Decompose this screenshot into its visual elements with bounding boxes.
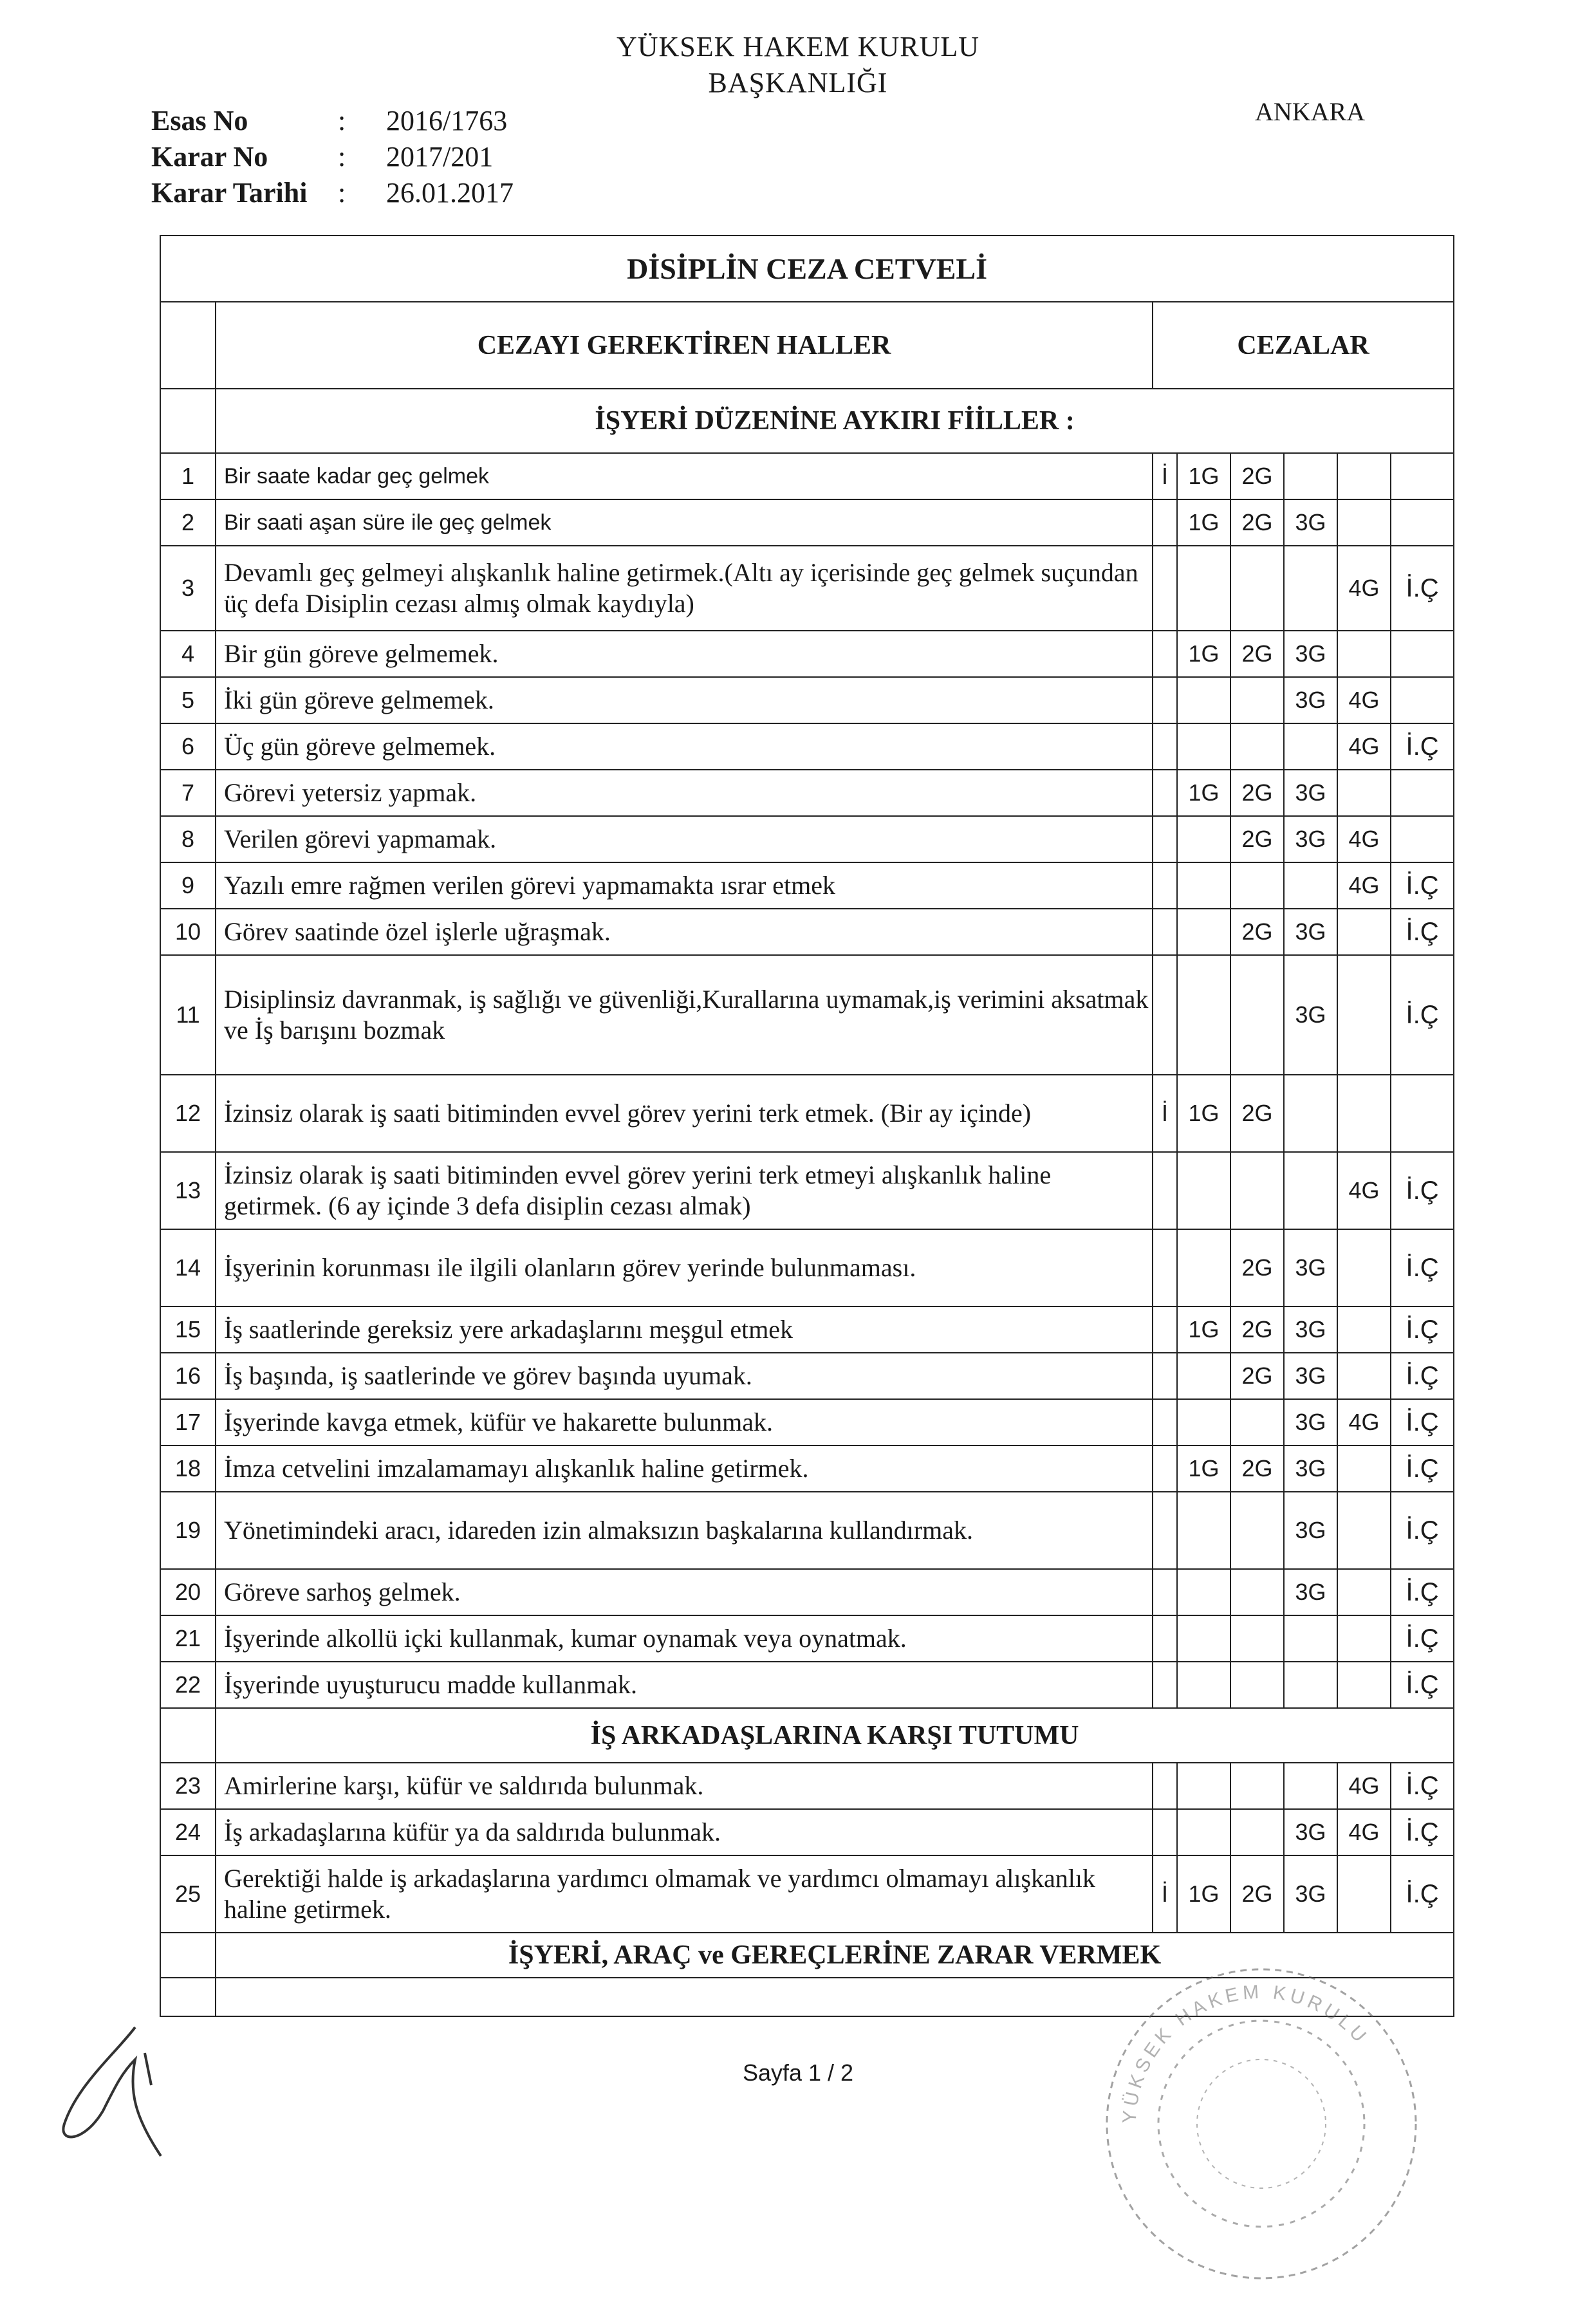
meta-sep: :: [338, 177, 346, 209]
penalty-cell: [1153, 1445, 1177, 1492]
penalty-cell: İ.Ç: [1391, 1569, 1454, 1615]
table-row: [160, 955, 1454, 1075]
table-row: [160, 1075, 1454, 1152]
header-cases: CEZAYI GEREKTİREN HALLER: [216, 302, 1153, 389]
penalty-cell: [1284, 453, 1337, 499]
row-number: 9: [160, 862, 216, 909]
penalty-cell: [1177, 1763, 1230, 1809]
penalty-cell: [1153, 1569, 1177, 1615]
penalty-cell: [1153, 631, 1177, 677]
penalty-cell: İ.Ç: [1391, 723, 1454, 770]
row-number: 6: [160, 723, 216, 770]
penalty-cell: [1177, 1615, 1230, 1662]
meta-sep: :: [338, 105, 346, 136]
table-row: [160, 1569, 1454, 1615]
penalty-cell: 1G: [1177, 1855, 1230, 1933]
row-description: Görevi yetersiz yapmak.: [216, 770, 1153, 816]
meta-label: Karar No: [151, 141, 268, 172]
section-title: İŞYERİ DÜZENİNE AYKIRI FİİLLER :: [216, 389, 1454, 453]
penalty-cell: 2G: [1230, 631, 1284, 677]
penalty-cell: 2G: [1230, 1075, 1284, 1152]
penalty-cell: [1284, 1075, 1337, 1152]
row-number: 5: [160, 677, 216, 723]
penalty-cell: [1391, 677, 1454, 723]
row-description: İş saatlerinde gereksiz yere arkadaşlarını meşgul etmek: [216, 1306, 1153, 1353]
table-row: [160, 677, 1454, 723]
penalty-cell: [1177, 955, 1230, 1075]
penalty-cell: 3G: [1284, 1569, 1337, 1615]
penalty-cell: [1337, 955, 1391, 1075]
blank-cell: [160, 1978, 216, 2016]
penalty-cell: [1284, 723, 1337, 770]
row-description: Yönetimindeki aracı, idareden izin almaksızın başkalarına kullandırmak.: [216, 1492, 1153, 1569]
official-seal: [1081, 1944, 1442, 2304]
penalty-cell: [1230, 1809, 1284, 1855]
row-description: İşyerinde uyuşturucu madde kullanmak.: [216, 1662, 1153, 1708]
penalty-cell: [1177, 1492, 1230, 1569]
penalty-cell: İ.Ç: [1391, 1492, 1454, 1569]
penalty-cell: [1337, 631, 1391, 677]
penalty-cell: 2G: [1230, 1229, 1284, 1306]
row-number: 11: [160, 955, 216, 1075]
penalty-cell: [1177, 1662, 1230, 1708]
penalty-cell: [1153, 909, 1177, 955]
penalty-cell: [1153, 723, 1177, 770]
row-number: 17: [160, 1399, 216, 1445]
table-row: [160, 1353, 1454, 1399]
table-row: [160, 1763, 1454, 1809]
row-description: İşyerinde alkollü içki kullanmak, kumar oynamak veya oynatmak.: [216, 1615, 1153, 1662]
penalty-cell: [1391, 453, 1454, 499]
table-row: [160, 1399, 1454, 1445]
penalty-cell: 4G: [1337, 723, 1391, 770]
penalty-cell: İ: [1153, 1075, 1177, 1152]
penalty-cell: [1177, 723, 1230, 770]
penalty-cell: [1284, 1662, 1337, 1708]
section-title: İŞ ARKADAŞLARINA KARŞI TUTUMU: [216, 1708, 1454, 1763]
penalty-cell: 3G: [1284, 631, 1337, 677]
penalty-cell: [1177, 909, 1230, 955]
penalty-cell: [1153, 1492, 1177, 1569]
penalty-cell: İ.Ç: [1391, 1763, 1454, 1809]
table-row: [160, 1152, 1454, 1229]
meta-label: Karar Tarihi: [151, 177, 308, 209]
meta-row-esas: [151, 103, 514, 139]
row-number: 23: [160, 1763, 216, 1809]
row-number: 13: [160, 1152, 216, 1229]
penalty-cell: İ.Ç: [1391, 862, 1454, 909]
row-description: İzinsiz olarak iş saati bitiminden evvel görev yerini terk etmek. (Bir ay içinde): [216, 1075, 1153, 1152]
penalty-cell: [1177, 1569, 1230, 1615]
row-description: Devamlı geç gelmeyi alışkanlık haline getirmek.(Altı ay içerisinde geç gelmek suçundan üç defa Disiplin cezası almış olmak kaydıyla): [216, 546, 1153, 631]
penalty-cell: [1230, 862, 1284, 909]
row-description: Bir saate kadar geç gelmek: [216, 453, 1153, 499]
table-row: [160, 1229, 1454, 1306]
penalty-cell: 4G: [1337, 816, 1391, 862]
table-title: DİSİPLİN CEZA CETVELİ: [160, 236, 1454, 302]
penalty-cell: İ.Ç: [1391, 1399, 1454, 1445]
penalty-cell: [1230, 1662, 1284, 1708]
penalty-cell: [1230, 723, 1284, 770]
penalty-cell: İ.Ç: [1391, 1615, 1454, 1662]
penalty-cell: İ.Ç: [1391, 1445, 1454, 1492]
penalty-cell: [1391, 770, 1454, 816]
row-number: 19: [160, 1492, 216, 1569]
penalty-cell: [1177, 546, 1230, 631]
penalty-cell: [1153, 1763, 1177, 1809]
case-meta: [151, 103, 514, 211]
row-number: 22: [160, 1662, 216, 1708]
penalty-cell: 2G: [1230, 499, 1284, 546]
penalty-cell: [1284, 1152, 1337, 1229]
table-row: [160, 1306, 1454, 1353]
row-number: 16: [160, 1353, 216, 1399]
penalty-cell: 2G: [1230, 1855, 1284, 1933]
row-number: 2: [160, 499, 216, 546]
penalty-cell: [1153, 1229, 1177, 1306]
table-row: [160, 723, 1454, 770]
penalty-cell: [1153, 1809, 1177, 1855]
row-number: 14: [160, 1229, 216, 1306]
penalty-cell: 3G: [1284, 677, 1337, 723]
penalty-cell: [1284, 546, 1337, 631]
table-row: [160, 770, 1454, 816]
penalty-cell: İ.Ç: [1391, 955, 1454, 1075]
meta-value: 2016/1763: [386, 105, 508, 136]
meta-sep: :: [338, 141, 346, 172]
penalty-cell: [1337, 1855, 1391, 1933]
row-description: Gerektiği halde iş arkadaşlarına yardımcı olmamak ve yardımcı olmamayı alışkanlık haline getirmek.: [216, 1855, 1153, 1933]
penalty-cell: 4G: [1337, 1763, 1391, 1809]
seal-text: YÜKSEK HAKEM KURULU: [1118, 1981, 1373, 2124]
penalty-cell: [1337, 1492, 1391, 1569]
row-number: 18: [160, 1445, 216, 1492]
penalty-cell: 1G: [1177, 499, 1230, 546]
penalty-cell: [1177, 1353, 1230, 1399]
row-description: İş başında, iş saatlerinde ve görev başında uyumak.: [216, 1353, 1153, 1399]
blank-section-cell: [160, 389, 216, 453]
penalty-cell: [1177, 1809, 1230, 1855]
blank-section-cell: [160, 1708, 216, 1763]
penalty-cell: [1391, 631, 1454, 677]
penalty-cell: 3G: [1284, 955, 1337, 1075]
row-description: Amirlerine karşı, küfür ve saldırıda bulunmak.: [216, 1763, 1153, 1809]
penalty-cell: 2G: [1230, 1445, 1284, 1492]
table-row: [160, 1445, 1454, 1492]
penalty-cell: [1337, 453, 1391, 499]
header-penalties: CEZALAR: [1153, 302, 1454, 389]
row-description: Üç gün göreve gelmemek.: [216, 723, 1153, 770]
row-number: 3: [160, 546, 216, 631]
row-number: 7: [160, 770, 216, 816]
row-description: Yazılı emre rağmen verilen görevi yapmamakta ısrar etmek: [216, 862, 1153, 909]
row-description: İzinsiz olarak iş saati bitiminden evvel görev yerini terk etmeyi alışkanlık haline getirmek. (6 ay içinde 3 defa disiplin cezası almak): [216, 1152, 1153, 1229]
penalty-cell: [1284, 1763, 1337, 1809]
penalty-cell: İ.Ç: [1391, 1152, 1454, 1229]
table-row: [160, 546, 1454, 631]
row-number: 15: [160, 1306, 216, 1353]
meta-value: 2017/201: [386, 141, 494, 172]
penalty-cell: [1230, 1399, 1284, 1445]
section-title: İŞYERİ, ARAÇ ve GEREÇLERİNE ZARAR VERMEK: [216, 1933, 1454, 1978]
penalty-cell: [1337, 1353, 1391, 1399]
row-number: 8: [160, 816, 216, 862]
blank-header-cell: [160, 302, 216, 389]
table-row: [160, 909, 1454, 955]
table-row: [160, 1855, 1454, 1933]
section-row: [160, 389, 1454, 453]
meta-row-karar: [151, 139, 514, 175]
table-row: [160, 631, 1454, 677]
penalty-cell: [1153, 1662, 1177, 1708]
penalty-cell: 3G: [1284, 909, 1337, 955]
penalty-cell: 3G: [1284, 1855, 1337, 1933]
penalty-cell: [1230, 1152, 1284, 1229]
row-description: Bir gün göreve gelmemek.: [216, 631, 1153, 677]
penalty-cell: 3G: [1284, 1399, 1337, 1445]
penalty-table: [160, 235, 1454, 2017]
penalty-cell: İ.Ç: [1391, 1809, 1454, 1855]
penalty-cell: İ.Ç: [1391, 546, 1454, 631]
table-row: [160, 862, 1454, 909]
penalty-cell: İ: [1153, 1855, 1177, 1933]
penalty-cell: [1337, 1306, 1391, 1353]
penalty-cell: 3G: [1284, 1445, 1337, 1492]
penalty-cell: [1153, 770, 1177, 816]
penalty-cell: 4G: [1337, 862, 1391, 909]
org-subname: BAŞKANLIĞI: [708, 67, 888, 98]
row-number: 20: [160, 1569, 216, 1615]
penalty-cell: [1177, 677, 1230, 723]
penalty-cell: [1230, 677, 1284, 723]
penalty-cell: 1G: [1177, 1306, 1230, 1353]
table-title-row: [160, 236, 1454, 302]
row-number: 12: [160, 1075, 216, 1152]
penalty-cell: [1230, 1569, 1284, 1615]
penalty-cell: İ.Ç: [1391, 1662, 1454, 1708]
column-header-row: [160, 302, 1454, 389]
penalty-cell: [1391, 499, 1454, 546]
row-description: İş arkadaşlarına küfür ya da saldırıda bulunmak.: [216, 1809, 1153, 1855]
row-description: Görev saatinde özel işlerle uğraşmak.: [216, 909, 1153, 955]
svg-text:YÜKSEK HAKEM KURULU: [1119, 1981, 1373, 2124]
penalty-cell: [1177, 1152, 1230, 1229]
penalty-cell: [1337, 770, 1391, 816]
row-description: Bir saati aşan süre ile geç gelmek: [216, 499, 1153, 546]
penalty-cell: [1230, 546, 1284, 631]
penalty-cell: [1391, 816, 1454, 862]
penalty-cell: 1G: [1177, 1445, 1230, 1492]
meta-label: Esas No: [151, 105, 248, 136]
table-row: [160, 499, 1454, 546]
penalty-cell: [1337, 1662, 1391, 1708]
penalty-cell: İ.Ç: [1391, 909, 1454, 955]
blank-section-cell: [160, 1933, 216, 1978]
page-number: Sayfa 1 / 2: [742, 2059, 854, 2086]
penalty-cell: 3G: [1284, 1809, 1337, 1855]
penalty-cell: 2G: [1230, 816, 1284, 862]
penalty-cell: [1337, 1569, 1391, 1615]
penalty-cell: 4G: [1337, 677, 1391, 723]
row-number: 21: [160, 1615, 216, 1662]
penalty-cell: [1337, 499, 1391, 546]
penalty-cell: 4G: [1337, 1809, 1391, 1855]
penalty-cell: [1153, 862, 1177, 909]
penalty-cell: 3G: [1284, 770, 1337, 816]
penalty-cell: İ.Ç: [1391, 1229, 1454, 1306]
meta-value: 26.01.2017: [386, 177, 514, 209]
section-row: [160, 1708, 1454, 1763]
penalty-cell: 2G: [1230, 909, 1284, 955]
table-row: [160, 1809, 1454, 1855]
penalty-cell: [1337, 1615, 1391, 1662]
penalty-cell: [1391, 1075, 1454, 1152]
row-description: Göreve sarhoş gelmek.: [216, 1569, 1153, 1615]
penalty-cell: 1G: [1177, 770, 1230, 816]
penalty-cell: [1153, 1306, 1177, 1353]
penalty-cell: 3G: [1284, 1492, 1337, 1569]
penalty-cell: İ.Ç: [1391, 1855, 1454, 1933]
table-row: [160, 816, 1454, 862]
penalty-cell: 2G: [1230, 453, 1284, 499]
penalty-cell: 2G: [1230, 770, 1284, 816]
penalty-cell: [1177, 816, 1230, 862]
penalty-cell: [1153, 1353, 1177, 1399]
penalty-cell: 4G: [1337, 1152, 1391, 1229]
penalty-cell: [1153, 499, 1177, 546]
penalty-cell: 2G: [1230, 1306, 1284, 1353]
penalty-cell: 1G: [1177, 1075, 1230, 1152]
penalty-cell: [1153, 816, 1177, 862]
penalty-cell: [1153, 1399, 1177, 1445]
org-name: YÜKSEK HAKEM KURULU: [616, 31, 980, 62]
document-header: [0, 29, 1596, 101]
penalty-cell: [1230, 955, 1284, 1075]
penalty-cell: [1153, 1615, 1177, 1662]
penalty-cell: [1230, 1615, 1284, 1662]
penalty-cell: [1337, 1075, 1391, 1152]
penalty-cell: 1G: [1177, 453, 1230, 499]
row-number: 10: [160, 909, 216, 955]
city-label: ANKARA: [1255, 97, 1366, 126]
penalty-cell: İ: [1153, 453, 1177, 499]
table-row: [160, 1492, 1454, 1569]
penalty-cell: İ.Ç: [1391, 1306, 1454, 1353]
row-description: Disiplinsiz davranmak, iş sağlığı ve güvenliği,Kurallarına uymamak,iş verimini aksatmak ve İş barışını bozmak: [216, 955, 1153, 1075]
penalty-cell: [1337, 1445, 1391, 1492]
penalty-cell: [1177, 862, 1230, 909]
row-number: 25: [160, 1855, 216, 1933]
penalty-cell: [1153, 546, 1177, 631]
penalty-cell: [1284, 1615, 1337, 1662]
penalty-cell: 4G: [1337, 546, 1391, 631]
penalty-cell: [1284, 862, 1337, 909]
penalty-cell: [1337, 909, 1391, 955]
penalty-cell: [1337, 1229, 1391, 1306]
penalty-cell: [1177, 1399, 1230, 1445]
penalty-cell: [1153, 677, 1177, 723]
row-number: 1: [160, 453, 216, 499]
penalty-cell: 3G: [1284, 1353, 1337, 1399]
table-row: [160, 453, 1454, 499]
penalty-cell: 3G: [1284, 816, 1337, 862]
penalty-cell: İ.Ç: [1391, 1353, 1454, 1399]
row-description: İki gün göreve gelmemek.: [216, 677, 1153, 723]
row-description: İşyerinin korunması ile ilgili olanların görev yerinde bulunmaması.: [216, 1229, 1153, 1306]
penalty-cell: 3G: [1284, 1229, 1337, 1306]
row-number: 24: [160, 1809, 216, 1855]
penalty-cell: 2G: [1230, 1353, 1284, 1399]
penalty-cell: 3G: [1284, 1306, 1337, 1353]
penalty-cell: [1230, 1763, 1284, 1809]
row-number: 4: [160, 631, 216, 677]
handwritten-signature: [39, 2014, 206, 2162]
penalty-cell: [1177, 1229, 1230, 1306]
penalty-cell: 3G: [1284, 499, 1337, 546]
table-row: [160, 1662, 1454, 1708]
table-row: [160, 1615, 1454, 1662]
penalty-cell: 1G: [1177, 631, 1230, 677]
row-description: İmza cetvelini imzalamamayı alışkanlık haline getirmek.: [216, 1445, 1153, 1492]
penalty-cell: 4G: [1337, 1399, 1391, 1445]
meta-row-tarih: [151, 175, 514, 211]
row-description: Verilen görevi yapmamak.: [216, 816, 1153, 862]
penalty-cell: [1153, 955, 1177, 1075]
row-description: İşyerinde kavga etmek, küfür ve hakarette bulunmak.: [216, 1399, 1153, 1445]
penalty-cell: [1230, 1492, 1284, 1569]
penalty-cell: [1153, 1152, 1177, 1229]
